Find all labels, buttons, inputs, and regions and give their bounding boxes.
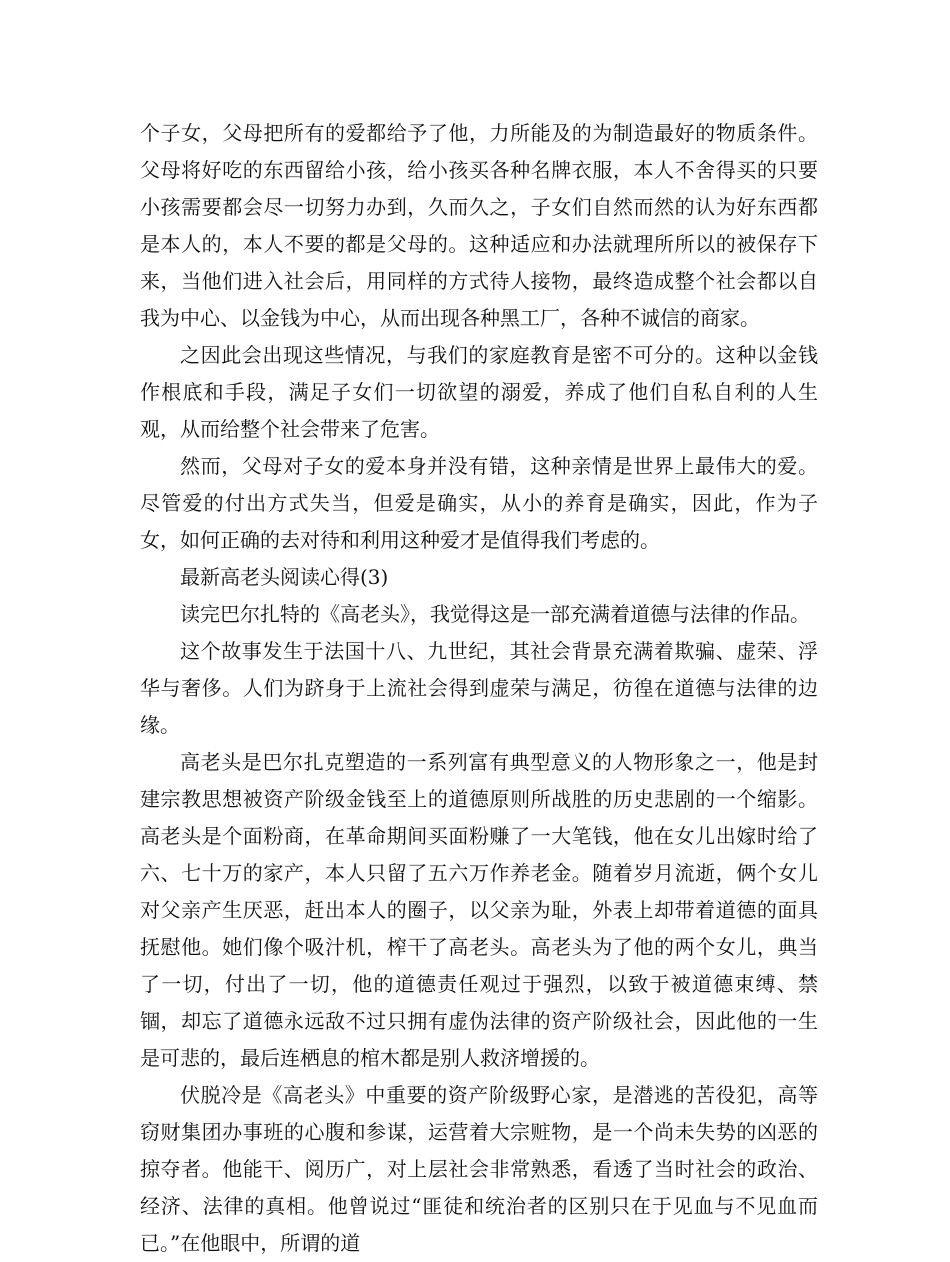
paragraph: 然而，父母对子女的爱本身并没有错，这种亲情是世界上最伟大的爱。尽管爱的付出方式失当，但爱是确实，从小的养育是确实，因此，作为子女，如何正确的去对待和利用这种爱才是值得我们考虑的。 [140,454,818,552]
paragraph: 之因此会出现这些情况，与我们的家庭教育是密不可分的。这种以金钱作根底和手段，满足子女们一切欲望的溺爱，养成了他们自私自利的人生观，从而给整个社会带来了危害。 [140,343,818,441]
paragraph: 伏脱冷是《高老头》中重要的资产阶级野心家，是潜逃的苦役犯，高等窃财集团办事班的心腹和参谋，运营着大宗赃物，是一个尚未失势的凶恶的掠夺者。他能干、阅历广，对上层社会非常熟悉，看透了当时社会的政治、经济、法律的真相。他曾说过“匪徒和统治者的区别只在于见血与不见血而已。”在他眼中，所谓的道 [140,1083,818,1255]
paragraph-continued: 个子女，父母把所有的爱都给予了他，力所能及的为制造最好的物质条件。父母将好吃的东西留给小孩，给小孩买各种名牌衣服，本人不舍得买的只要小孩需要都会尽一切努力办到，久而久之，子女们自然而然的认为好东西都是本人的，本人不要的都是父母的。这种适应和办法就理所所以的被保存下来，当他们进入社会后，用同样的方式待人接物，最终造成整个社会都以自我为中心、以金钱为中心，从而出现各种黑工厂，各种不诚信的商家。 [140,121,818,330]
paragraph: 这个故事发生于法国十八、九世纪，其社会背景充满着欺骗、虚荣、浮华与奢侈。人们为跻身于上流社会得到虚荣与满足，彷徨在道德与法律的边缘。 [140,639,818,737]
paragraph: 高老头是巴尔扎克塑造的一系列富有典型意义的人物形象之一，他是封建宗教思想被资产阶级金钱至上的道德原则所战胜的历史悲剧的一个缩影。高老头是个面粉商，在革命期间买面粉赚了一大笔钱，他在女儿出嫁时给了六、七十万的家产，本人只留了五六万作养老金。随着岁月流逝，俩个女儿对父亲产生厌恶，赶出本人的圈子，以父亲为耻，外表上却带着道德的面具抚慰他。她们像个吸汁机，榨干了高老头。高老头为了他的两个女儿，典当了一切，付出了一切，他的道德责任观过于强烈，以致于被道德束缚、禁锢，却忘了道德永远敌不过只拥有虚伪法律的资产阶级社会，因此他的一生是可悲的，最后连栖息的棺木都是别人救济增援的。 [140,750,818,1070]
section-heading: 最新高老头阅读心得(3) [180,565,389,589]
document-body [140,115,818,1262]
paragraph: 读完巴尔扎特的《高老头》，我觉得这是一部充满着道德与法律的作品。 [180,602,810,626]
